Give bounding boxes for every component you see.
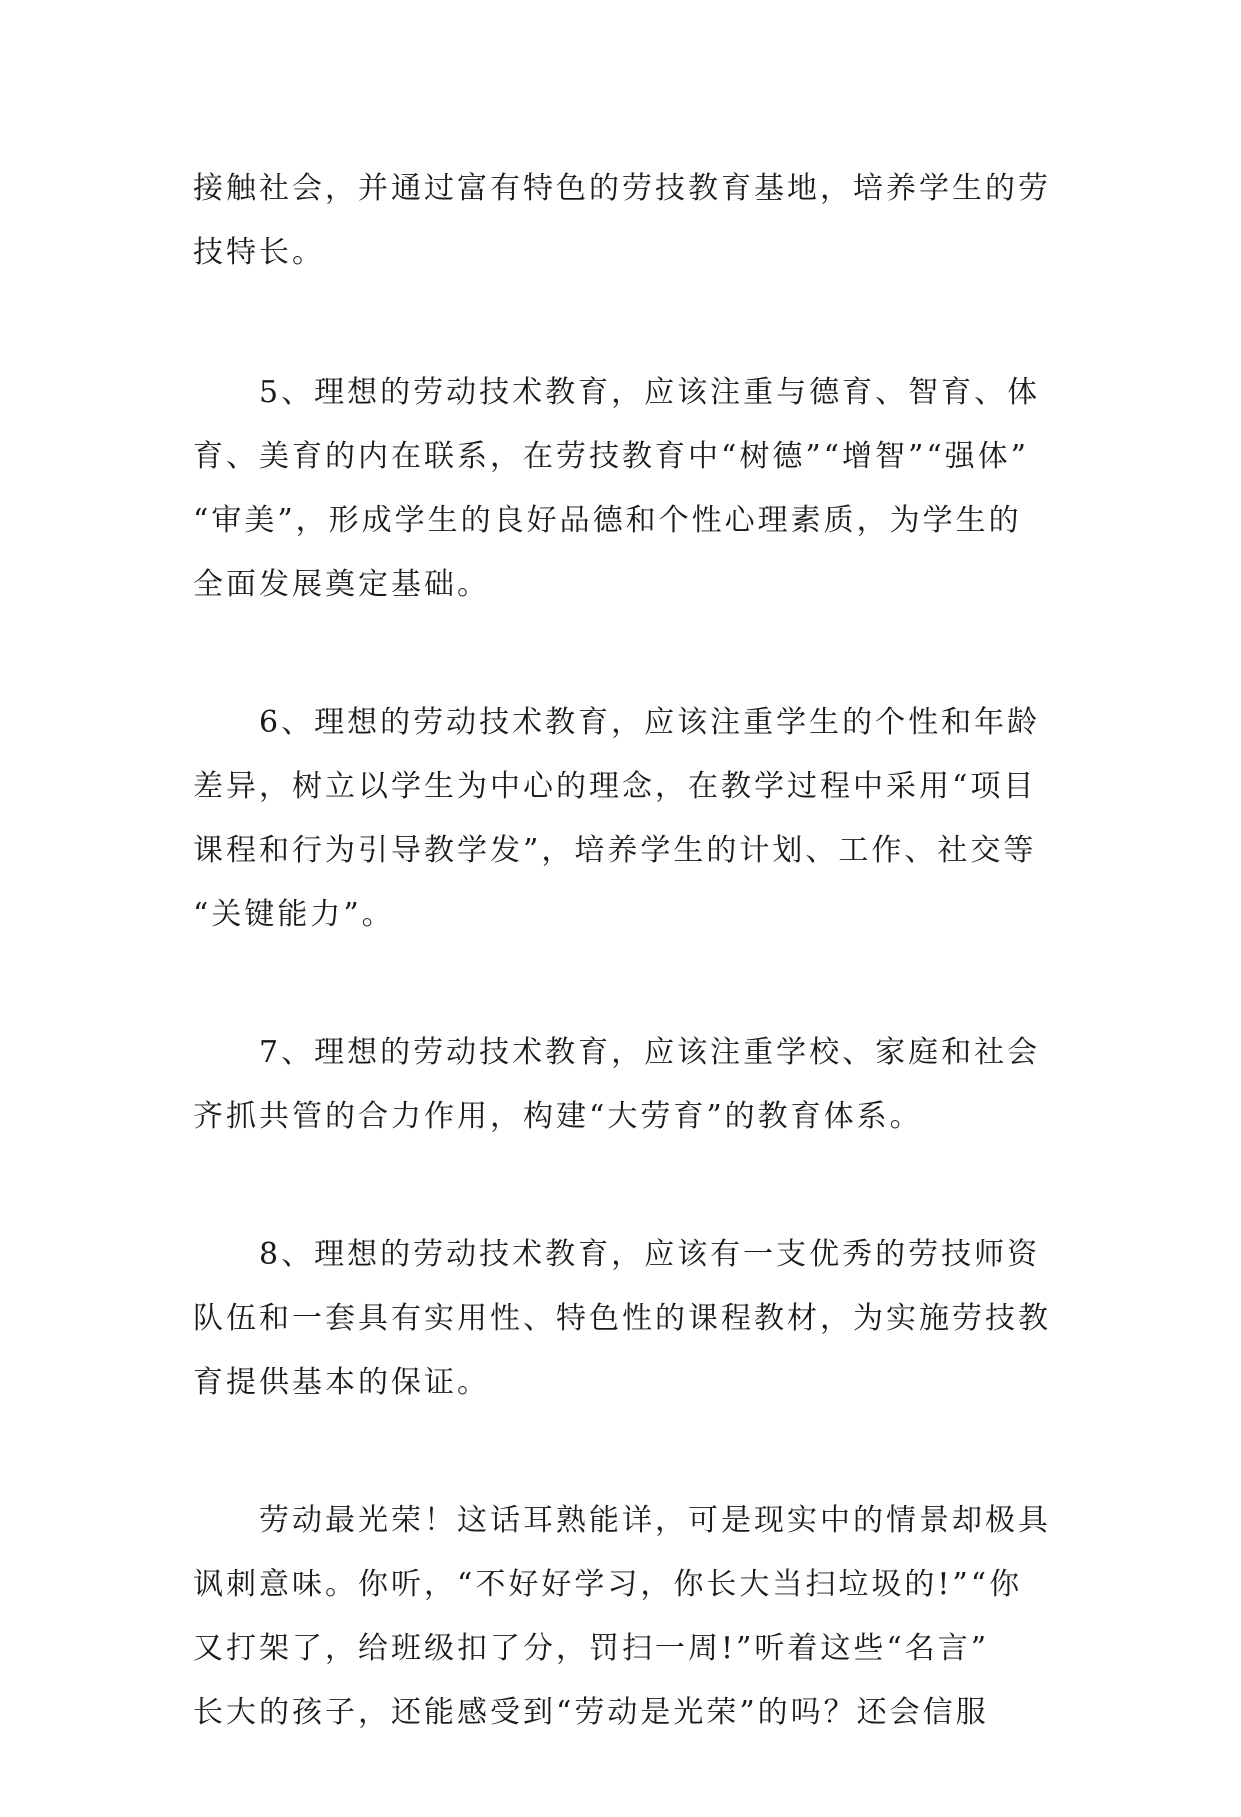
text-line: “关键能力”。 xyxy=(193,897,395,932)
text-line: 全面发展奠定基础。 xyxy=(193,567,490,602)
paragraph-labor-glory xyxy=(193,1489,1053,1745)
text-line: 课程和行为引导教学发”，培养学生的计划、工作、社交等 xyxy=(193,833,1037,868)
paragraph-item-6 xyxy=(193,691,1053,947)
text-line: 讽刺意味。你听，“不好好学习，你长大当扫垃圾的!”“你 xyxy=(193,1567,1023,1602)
text-line: 劳动最光荣！这话耳熟能详，可是现实中的情景却极具 xyxy=(193,1503,1051,1538)
text-line: 又打架了，给班级扣了分，罚扫一周!”听着这些“名言” xyxy=(193,1631,990,1666)
text-line: 齐抓共管的合力作用，构建“大劳育”的教育体系。 xyxy=(193,1099,923,1134)
text-line: 6、理想的劳动技术教育，应该注重学生的个性和年龄 xyxy=(193,705,1041,740)
text-line: 5、理想的劳动技术教育，应该注重与德育、智育、体 xyxy=(193,375,1041,410)
document-body xyxy=(193,157,1053,1817)
text-line: 育、美育的内在联系，在劳技教育中“树德”“增智”“强体” xyxy=(193,439,1030,474)
text-line: 长大的孩子，还能感受到“劳动是光荣”的吗？还会信服 xyxy=(193,1695,989,1730)
text-line: 差异，树立以学生为中心的理念，在教学过程中采用“项目 xyxy=(193,769,1037,804)
paragraph-item-8 xyxy=(193,1223,1053,1415)
text-line: “审美”，形成学生的良好品德和个性心理素质，为学生的 xyxy=(193,503,1022,538)
text-line: 育提供基本的保证。 xyxy=(193,1365,490,1400)
text-line: 7、理想的劳动技术教育，应该注重学校、家庭和社会 xyxy=(193,1035,1041,1070)
text-line: 8、理想的劳动技术教育，应该有一支优秀的劳技师资 xyxy=(193,1237,1041,1272)
text-line: 技特长。 xyxy=(193,235,325,270)
paragraph-continuation xyxy=(193,157,1053,285)
paragraph-item-7 xyxy=(193,1021,1053,1149)
text-line: 接触社会，并通过富有特色的劳技教育基地，培养学生的劳 xyxy=(193,171,1051,206)
text-line: 队伍和一套具有实用性、特色性的课程教材，为实施劳技教 xyxy=(193,1301,1051,1336)
paragraph-item-5 xyxy=(193,361,1053,617)
